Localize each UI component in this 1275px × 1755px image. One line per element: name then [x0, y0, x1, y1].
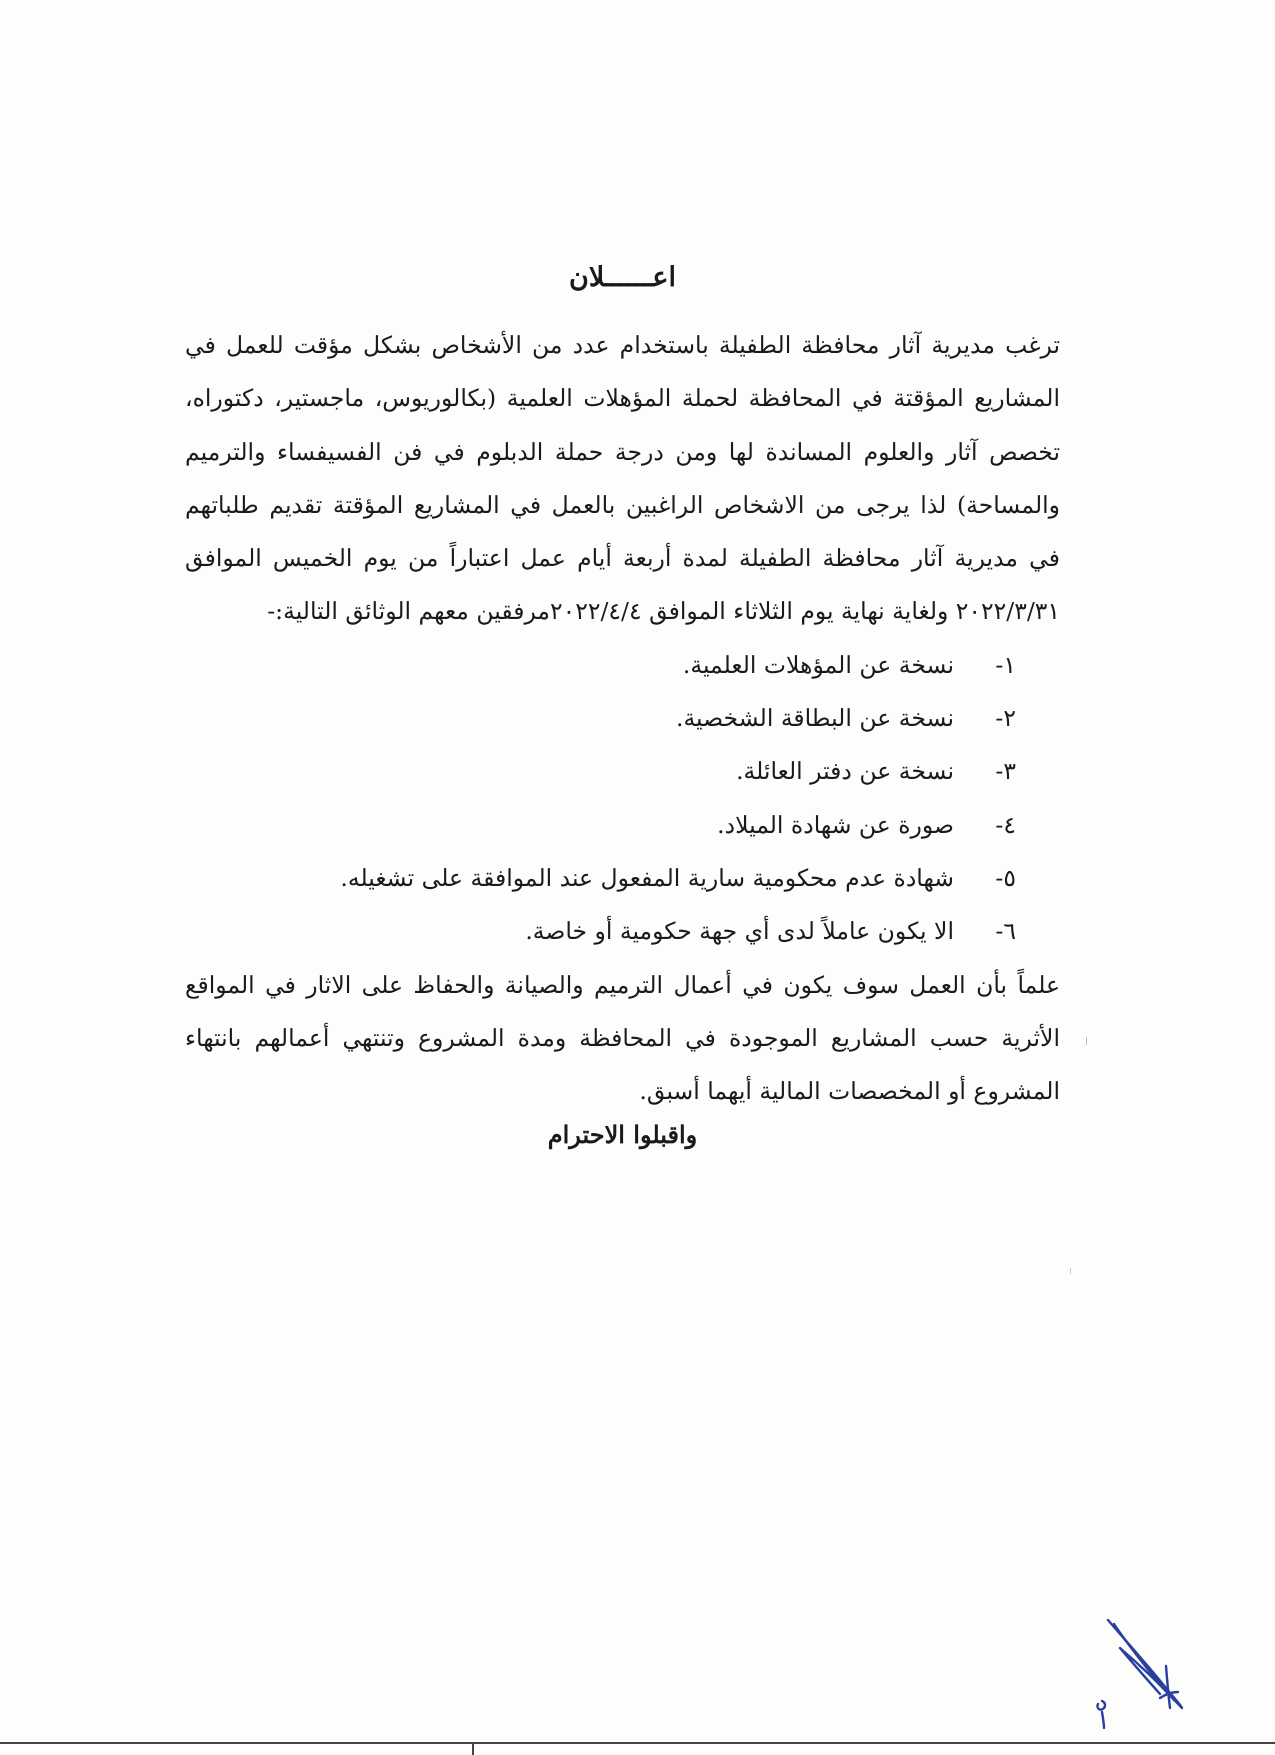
list-item-text: نسخة عن دفتر العائلة.	[736, 757, 954, 786]
list-item-number: ٤-	[995, 810, 1016, 839]
list-item	[185, 799, 1016, 852]
required-documents-list	[185, 639, 1060, 959]
announcement-intro-paragraph: ترغب مديرية آثار محافظة الطفيلة باستخدام عدد من الأشخاص بشكل مؤقت للعمل في المشاريع المؤقتة في المحافظة لحملة المؤهلات العلمية (بكالوريوس، ماجستير، دكتوراه، تخصص آثار والعلوم المساندة لها ومن درجة حملة الدبلوم في فن الفسيفساء والترميم والمساحة) لذا يرجى من الاشخاص الراغبين بالعمل في المشاريع المؤقتة تقديم طلباتهم في مديرية آثار محافظة الطفيلة لمدة أربعة أيام عمل اعتباراً من يوم الخميس الموافق ٢٠٢٢/٣/٣١ ولغاية نهاية يوم الثلاثاء الموافق ٢٠٢٢/٤/٤مرفقين معهم الوثائق التالية:-	[185, 331, 1060, 626]
list-item-number: ٦-	[995, 917, 1016, 946]
scan-artifact	[1070, 1268, 1071, 1274]
scan-artifact	[1086, 1037, 1087, 1045]
handwritten-signature	[1070, 1600, 1200, 1730]
list-item-text: شهادة عدم محكومية سارية المفعول عند الموافقة على تشغيله.	[340, 863, 954, 892]
list-item-number: ١-	[995, 650, 1016, 679]
list-item	[185, 745, 1016, 798]
list-item-text: الا يكون عاملاً لدى أي جهة حكومية أو خاصة.	[525, 917, 954, 946]
signature-stroke	[1166, 1666, 1170, 1708]
list-item-text: نسخة عن المؤهلات العلمية.	[682, 650, 954, 679]
announcement-body	[185, 262, 1060, 1149]
list-item-number: ٥-	[995, 863, 1016, 892]
list-item-text: نسخة عن البطاقة الشخصية.	[675, 704, 954, 733]
list-item	[185, 852, 1016, 905]
list-item	[185, 905, 1016, 958]
list-item	[185, 639, 1016, 692]
list-item	[185, 692, 1016, 745]
page-bottom-tick	[472, 1742, 474, 1755]
list-item-number: ٣-	[995, 757, 1016, 786]
announcement-note-paragraph: علماً بأن العمل سوف يكون في أعمال الترميم والصيانة والحفاظ على الاثار في المواقع الأثرية حسب المشاريع الموجودة في المحافظة ومدة المشروع وتنتهي أعمالهم بانتهاء المشروع أو المخصصات المالية أيهما أسبق.	[185, 970, 1060, 1106]
announcement-title: اعــــــلان	[568, 262, 676, 293]
closing-salutation: واقبلوا الاحترام	[547, 1120, 698, 1150]
signature-stroke	[1097, 1701, 1105, 1728]
list-item-number: ٢-	[995, 704, 1016, 733]
list-item-text: صورة عن شهادة الميلاد.	[717, 810, 954, 839]
page-bottom-rule	[0, 1742, 1275, 1744]
